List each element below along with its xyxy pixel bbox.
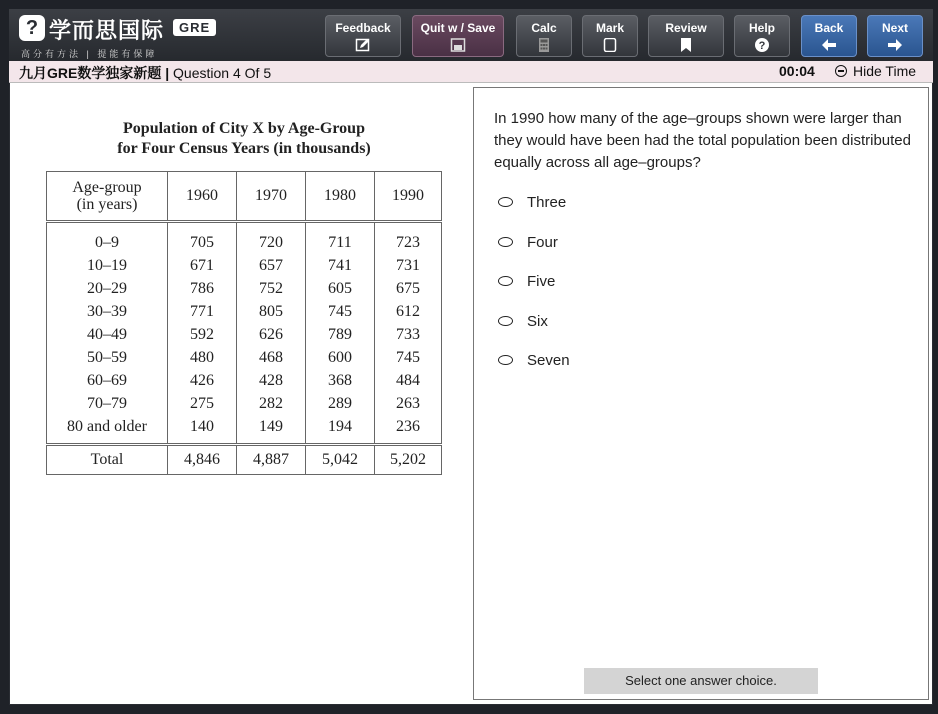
header-year: 1960: [168, 172, 237, 222]
brand-name: 学而思国际: [49, 18, 165, 43]
stimulus-pane: [10, 83, 470, 704]
section-info: [19, 63, 271, 83]
answer-choice-label: Seven: [527, 352, 570, 369]
arrow-left-icon: [821, 38, 837, 52]
header-year: 1970: [237, 172, 306, 222]
header-year: 1990: [375, 172, 442, 222]
bookmark-icon: [678, 38, 694, 52]
answer-choice-label: Five: [527, 273, 556, 290]
table-row: [47, 300, 442, 323]
section-separator: |: [165, 65, 170, 81]
table-row: [47, 323, 442, 346]
answer-choice[interactable]: [498, 234, 558, 251]
value-cell: 368: [306, 369, 375, 392]
quit-save-button[interactable]: [412, 15, 504, 57]
value-cell: 626: [237, 323, 306, 346]
hide-time-button[interactable]: [835, 63, 916, 79]
header-age-line2: (in years): [76, 196, 138, 213]
checkbox-icon: [602, 38, 618, 52]
table-row: [47, 277, 442, 300]
age-cell: 60–69: [47, 369, 168, 392]
age-cell: 70–79: [47, 392, 168, 415]
value-cell: 771: [168, 300, 237, 323]
value-cell: 745: [306, 300, 375, 323]
edit-icon: [355, 38, 371, 52]
value-cell: 705: [168, 222, 237, 255]
value-cell: 723: [375, 222, 442, 255]
value-cell: 282: [237, 392, 306, 415]
age-cell: 80 and older: [47, 415, 168, 445]
mark-label: Mark: [595, 21, 624, 35]
value-cell: 789: [306, 323, 375, 346]
value-cell: 605: [306, 277, 375, 300]
back-button[interactable]: [801, 15, 857, 57]
brand-tagline: 高分有方法 | 提能有保障: [21, 49, 158, 59]
calc-label: Calc: [531, 21, 557, 35]
total-cell: 5,202: [375, 445, 442, 475]
help-label: Help: [748, 21, 775, 35]
total-cell: 5,042: [306, 445, 375, 475]
calc-button[interactable]: [516, 15, 572, 57]
header-year: 1980: [306, 172, 375, 222]
value-cell: 263: [375, 392, 442, 415]
answer-choice-label: Three: [527, 194, 567, 211]
value-cell: 612: [375, 300, 442, 323]
value-cell: 468: [237, 346, 306, 369]
timer: 00:04: [779, 63, 815, 79]
review-button[interactable]: [648, 15, 724, 57]
feedback-button[interactable]: [325, 15, 401, 57]
hide-time-label: Hide Time: [853, 63, 917, 79]
table-title-line1: Population of City X by Age-Group: [123, 120, 365, 137]
table-row: [47, 369, 442, 392]
app-window: [9, 9, 933, 705]
value-cell: 236: [375, 415, 442, 445]
value-cell: 786: [168, 277, 237, 300]
feedback-label: Feedback: [335, 21, 391, 35]
value-cell: 275: [168, 392, 237, 415]
next-label: Next: [881, 21, 908, 35]
value-cell: 140: [168, 415, 237, 445]
value-cell: 733: [375, 323, 442, 346]
value-cell: 484: [375, 369, 442, 392]
value-cell: 711: [306, 222, 375, 255]
radio-icon[interactable]: [498, 197, 513, 207]
value-cell: 289: [306, 392, 375, 415]
age-cell: 30–39: [47, 300, 168, 323]
radio-icon[interactable]: [498, 237, 513, 247]
calculator-icon: [536, 38, 552, 52]
value-cell: 741: [306, 254, 375, 277]
total-label: Total: [47, 445, 168, 475]
value-cell: 731: [375, 254, 442, 277]
question-text: In 1990 how many of the age–groups shown were larger than they would have been had the total population been distributed equally across all age–groups?: [494, 110, 911, 171]
question-pane: [473, 87, 929, 700]
answer-choice[interactable]: [498, 352, 570, 369]
answer-choice[interactable]: [498, 313, 548, 330]
age-cell: 20–29: [47, 277, 168, 300]
back-label: Back: [814, 21, 844, 35]
answer-instruction: Select one answer choice.: [584, 668, 818, 694]
help-button[interactable]: [734, 15, 790, 57]
value-cell: 720: [237, 222, 306, 255]
header-age-line1: Age-group: [72, 179, 142, 196]
value-cell: 592: [168, 323, 237, 346]
total-cell: 4,846: [168, 445, 237, 475]
value-cell: 657: [237, 254, 306, 277]
help-icon: [754, 38, 770, 52]
next-button[interactable]: [867, 15, 923, 57]
radio-icon[interactable]: [498, 316, 513, 326]
table-title: [46, 119, 442, 159]
table-row: [47, 415, 442, 445]
table-row: [47, 254, 442, 277]
table-header-row: [47, 172, 442, 222]
table-total-row: [47, 445, 442, 475]
value-cell: 480: [168, 346, 237, 369]
value-cell: 671: [168, 254, 237, 277]
value-cell: 805: [237, 300, 306, 323]
value-cell: 428: [237, 369, 306, 392]
value-cell: 194: [306, 415, 375, 445]
main-content: [10, 83, 932, 704]
total-cell: 4,887: [237, 445, 306, 475]
quit-save-label: Quit w / Save: [420, 21, 496, 35]
radio-icon[interactable]: [498, 276, 513, 286]
brand-badge: GRE: [173, 19, 216, 36]
review-label: Review: [665, 21, 707, 35]
save-icon: [450, 38, 466, 52]
question-progress: Question 4 Of 5: [173, 65, 272, 81]
answer-choice[interactable]: [498, 273, 555, 290]
population-table: [46, 171, 442, 475]
age-cell: 50–59: [47, 346, 168, 369]
value-cell: 745: [375, 346, 442, 369]
toolbar: [9, 9, 933, 61]
brand-mark-icon: ?: [19, 15, 45, 41]
table-row: [47, 346, 442, 369]
arrow-right-icon: [887, 38, 903, 52]
mark-button[interactable]: [582, 15, 638, 57]
age-cell: 0–9: [47, 222, 168, 255]
minus-circle-icon: [835, 65, 847, 77]
answer-choice[interactable]: [498, 194, 566, 211]
table-title-line2: for Four Census Years (in thousands): [117, 140, 371, 157]
table-row: [47, 392, 442, 415]
value-cell: 149: [237, 415, 306, 445]
status-bar: [9, 61, 933, 83]
radio-icon[interactable]: [498, 355, 513, 365]
answer-choice-label: Six: [527, 313, 548, 330]
value-cell: 675: [375, 277, 442, 300]
value-cell: 752: [237, 277, 306, 300]
value-cell: 600: [306, 346, 375, 369]
answer-choice-label: Four: [527, 234, 558, 251]
value-cell: 426: [168, 369, 237, 392]
age-cell: 40–49: [47, 323, 168, 346]
svg-text:?: ?: [758, 40, 766, 52]
header-age-group: [47, 172, 168, 222]
age-cell: 10–19: [47, 254, 168, 277]
table-row: [47, 222, 442, 255]
section-name: 九月GRE数学独家新题: [19, 65, 162, 81]
